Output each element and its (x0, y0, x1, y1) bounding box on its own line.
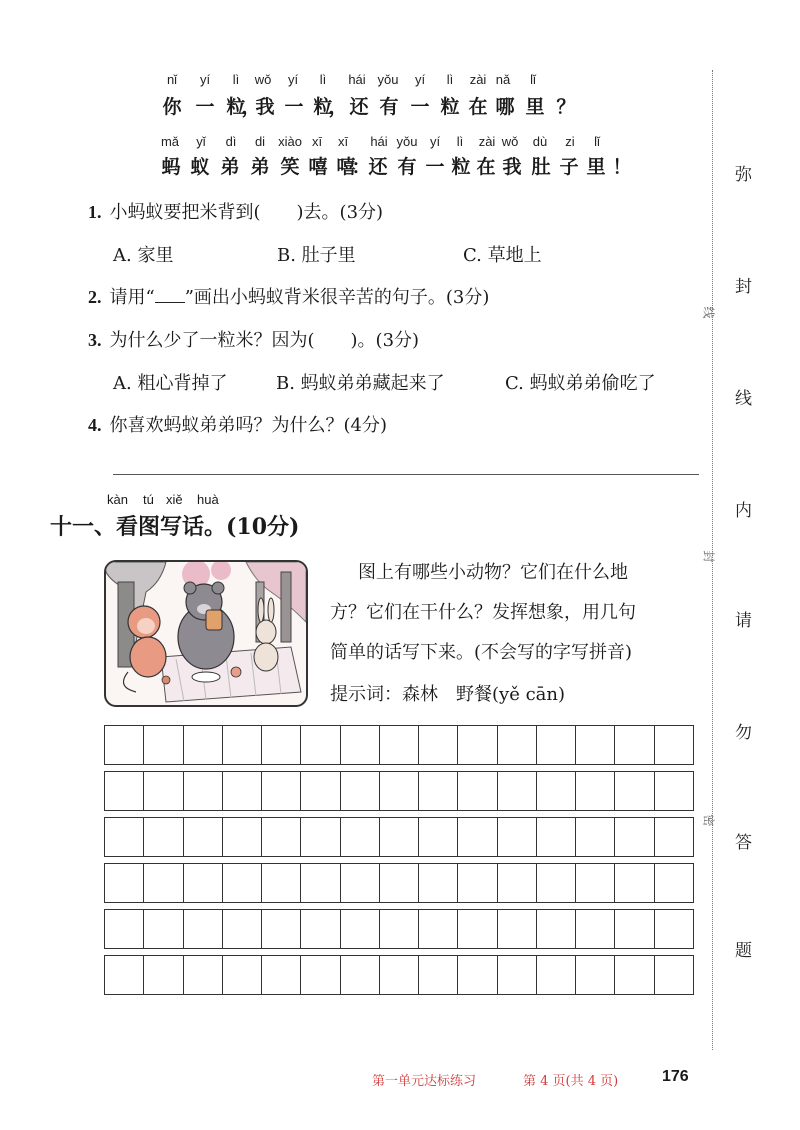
writing-cell[interactable] (105, 726, 144, 764)
poem-pinyin: lì (232, 72, 240, 87)
poem-pinyin: lì (456, 134, 464, 149)
seal-line-char: 内 (735, 501, 752, 521)
writing-cell[interactable] (576, 772, 615, 810)
writing-cell[interactable] (184, 772, 223, 810)
question-number: 4. (88, 415, 102, 435)
writing-cell[interactable] (341, 772, 380, 810)
poem-pinyin: xī (311, 134, 323, 149)
writing-cell[interactable] (419, 910, 458, 948)
writing-cell[interactable] (537, 726, 576, 764)
writing-cell[interactable] (262, 956, 301, 994)
seal-line-char: 勿 (735, 723, 752, 743)
poem-pinyin: lì (446, 72, 454, 87)
writing-cell[interactable] (576, 956, 615, 994)
poem-pinyin: wǒ (501, 134, 519, 149)
writing-cell[interactable] (301, 726, 340, 764)
writing-cell[interactable] (498, 910, 537, 948)
poem-char: 肚 (531, 156, 551, 178)
writing-cell[interactable] (223, 772, 262, 810)
q1-option-b: B. 肚子里 (277, 245, 356, 266)
writing-cell[interactable] (419, 864, 458, 902)
seal-line-char: 封 (735, 277, 752, 297)
poem-char: 我 (502, 156, 522, 178)
seal-line-small-char: 密 (701, 814, 716, 827)
poem-pinyin: lǐ (530, 72, 536, 87)
poem-pinyin: di (254, 134, 266, 149)
writing-cell[interactable] (615, 956, 654, 994)
writing-cell[interactable] (184, 864, 223, 902)
writing-cell[interactable] (655, 864, 693, 902)
section-title-pinyin-syllable: tú (143, 492, 154, 507)
writing-cell[interactable] (341, 956, 380, 994)
writing-cell[interactable] (105, 956, 144, 994)
writing-cell[interactable] (262, 818, 301, 856)
footer-unit: 第一单元达标练习 (372, 1074, 477, 1089)
section-title: 十一、看图写话。(10分) (50, 514, 300, 540)
writing-cell[interactable] (419, 772, 458, 810)
writing-cell[interactable] (537, 864, 576, 902)
writing-cell[interactable] (498, 818, 537, 856)
writing-cell[interactable] (458, 726, 497, 764)
section-divider (113, 474, 699, 475)
writing-cell[interactable] (576, 818, 615, 856)
poem-pinyin: yí (287, 72, 299, 87)
poem-char: 粒 (226, 96, 246, 118)
writing-cell[interactable] (458, 864, 497, 902)
writing-cell[interactable] (144, 864, 183, 902)
poem-char: 嘻 (336, 156, 356, 178)
poem-pinyin: dì (225, 134, 237, 149)
poem-char: 一 (195, 96, 215, 118)
seal-line-char: 线 (735, 389, 752, 409)
poem-char: 子 (559, 156, 579, 178)
q1-option-a: A. 家里 (113, 245, 174, 266)
writing-cell[interactable] (655, 818, 693, 856)
writing-cell[interactable] (184, 818, 223, 856)
question-2 (88, 283, 489, 309)
question-text: 小蚂蚁要把米背到( )去。(3分) (109, 202, 384, 223)
writing-cell[interactable] (537, 772, 576, 810)
writing-cell[interactable] (184, 726, 223, 764)
writing-cell[interactable] (380, 864, 419, 902)
poem-char: 蚂 (161, 156, 181, 178)
poem-pinyin: nǎ (495, 72, 511, 87)
writing-cell[interactable] (655, 772, 693, 810)
poem-char: 你 (162, 96, 182, 118)
writing-cell[interactable] (498, 956, 537, 994)
poem-pinyin: yǐ (196, 134, 206, 149)
writing-cell[interactable] (380, 956, 419, 994)
writing-cell[interactable] (184, 910, 223, 948)
q1-option-c: C. 草地上 (463, 245, 542, 266)
poem-char: 还 (368, 156, 388, 178)
writing-cell[interactable] (615, 818, 654, 856)
question-3 (88, 326, 419, 352)
poem-pinyin: zài (469, 72, 487, 87)
poem-char: 弟 (220, 156, 240, 178)
writing-cell[interactable] (105, 864, 144, 902)
poem-pinyin: zài (478, 134, 496, 149)
seal-line-char: 请 (735, 611, 752, 631)
question-1 (88, 198, 383, 224)
writing-cell[interactable] (301, 818, 340, 856)
poem-pinyin: lǐ (594, 134, 600, 149)
poem-pinyin: yǒu (396, 134, 418, 149)
section-title-pinyin-syllable: huà (197, 492, 219, 507)
writing-cell[interactable] (301, 772, 340, 810)
poem-char: 哪 (495, 96, 515, 118)
writing-cell[interactable] (615, 864, 654, 902)
writing-cell[interactable] (380, 910, 419, 948)
writing-cell[interactable] (105, 910, 144, 948)
footer-page-info: 第 4 页(共 4 页) (523, 1074, 619, 1089)
writing-cell[interactable] (537, 956, 576, 994)
poem-pinyin: dù (532, 134, 548, 149)
prompt-line-3: 简单的话写下来。(不会写的字写拼音) (330, 642, 633, 663)
prompt-line-1: 图上有哪些小动物？它们在什么地 (358, 562, 628, 583)
seal-line-char: 弥 (735, 165, 752, 185)
poem-char: ？ (556, 96, 576, 118)
writing-cell[interactable] (223, 956, 262, 994)
writing-grid-row (104, 955, 694, 995)
writing-cell[interactable] (262, 864, 301, 902)
writing-cell[interactable] (341, 726, 380, 764)
writing-cell[interactable] (537, 910, 576, 948)
poem-char: 弟 (250, 156, 270, 178)
question-number: 1. (88, 202, 102, 222)
seal-line-small-char: 封 (701, 550, 716, 563)
poem-char: 我 (255, 96, 275, 118)
seal-line-small-char: 线 (701, 306, 716, 319)
writing-cell[interactable] (655, 910, 693, 948)
writing-grid-row (104, 863, 694, 903)
writing-cell[interactable] (301, 864, 340, 902)
writing-cell[interactable] (341, 910, 380, 948)
writing-cell[interactable] (341, 818, 380, 856)
writing-cell[interactable] (105, 818, 144, 856)
question-text-post: ”画出小蚂蚁背米很辛苦的句子。(3分) (184, 287, 490, 308)
poem-char: ， (241, 96, 261, 118)
poem-char: 一 (410, 96, 430, 118)
writing-cell[interactable] (262, 726, 301, 764)
writing-cell[interactable] (576, 726, 615, 764)
poem-pinyin: hái (348, 72, 366, 87)
poem-pinyin: yí (199, 72, 211, 87)
poem-char: 笑 (280, 156, 300, 178)
poem-pinyin: zi (565, 134, 575, 149)
seal-line-char: 答 (735, 833, 752, 853)
writing-cell[interactable] (458, 956, 497, 994)
writing-grid[interactable] (104, 725, 694, 995)
poem-char: 里 (586, 156, 606, 178)
poem-char: 还 (349, 96, 369, 118)
writing-cell[interactable] (105, 772, 144, 810)
writing-cell[interactable] (144, 818, 183, 856)
writing-cell[interactable] (223, 726, 262, 764)
writing-cell[interactable] (380, 726, 419, 764)
poem-char: 一 (284, 96, 304, 118)
writing-cell[interactable] (144, 726, 183, 764)
writing-cell[interactable] (144, 956, 183, 994)
writing-cell[interactable] (419, 818, 458, 856)
poem-pinyin: xī (337, 134, 349, 149)
writing-cell[interactable] (144, 910, 183, 948)
writing-grid-row (104, 725, 694, 765)
poem-pinyin: yǒu (377, 72, 399, 87)
writing-grid-row (104, 817, 694, 857)
poem-char: 有 (397, 156, 417, 178)
poem-pinyin: xiào (278, 134, 302, 149)
writing-grid-row (104, 909, 694, 949)
poem-pinyin: wǒ (254, 72, 272, 87)
writing-cell[interactable] (223, 864, 262, 902)
writing-cell[interactable] (380, 772, 419, 810)
poem-char: 里 (525, 96, 545, 118)
writing-cell[interactable] (262, 910, 301, 948)
poem-char: ： (351, 156, 371, 178)
writing-cell[interactable] (576, 864, 615, 902)
poem-char: 有 (379, 96, 399, 118)
question-4 (88, 411, 387, 437)
poem-char: 在 (468, 96, 488, 118)
writing-cell[interactable] (341, 864, 380, 902)
poem-pinyin: hái (370, 134, 388, 149)
q3-option-c: C. 蚂蚁弟弟偷吃了 (505, 373, 656, 394)
underline-sample (155, 288, 185, 303)
poem-pinyin: yí (429, 134, 441, 149)
writing-cell[interactable] (301, 910, 340, 948)
poem-char: 粒 (440, 96, 460, 118)
prompt-hint-words: 提示词：森林 野餐(yě cān) (330, 684, 565, 705)
poem-char: ， (328, 96, 348, 118)
q3-option-a: A. 粗心背掉了 (113, 373, 228, 394)
writing-cell[interactable] (537, 818, 576, 856)
prompt-line-2: 方？它们在干什么？发挥想象，用几句 (330, 602, 636, 623)
poem-pinyin: lì (319, 72, 327, 87)
writing-cell[interactable] (576, 910, 615, 948)
page-number: 176 (662, 1068, 689, 1085)
question-text: 你喜欢蚂蚁弟弟吗？为什么？(4分) (109, 415, 387, 436)
question-text-pre: 请用“ (109, 287, 155, 308)
writing-cell[interactable] (223, 910, 262, 948)
poem-char: 嘻 (308, 156, 328, 178)
writing-cell[interactable] (458, 772, 497, 810)
poem-pinyin: yí (414, 72, 426, 87)
question-text: 为什么少了一粒米？因为( )。(3分) (109, 330, 420, 351)
writing-cell[interactable] (184, 956, 223, 994)
section-title-pinyin-syllable: kàn (107, 492, 128, 507)
picnic-illustration (104, 560, 308, 707)
writing-cell[interactable] (655, 956, 693, 994)
writing-cell[interactable] (498, 864, 537, 902)
writing-cell[interactable] (380, 818, 419, 856)
writing-grid-row (104, 771, 694, 811)
writing-cell[interactable] (301, 956, 340, 994)
q3-option-b: B. 蚂蚁弟弟藏起来了 (276, 373, 445, 394)
poem-char: 粒 (451, 156, 471, 178)
poem-pinyin: nǐ (166, 72, 178, 87)
question-number: 2. (88, 287, 102, 307)
picnic-illustration-svg (106, 562, 306, 705)
poem-pinyin: mǎ (160, 134, 180, 149)
writing-cell[interactable] (655, 726, 693, 764)
poem-char: 粒 (313, 96, 333, 118)
writing-cell[interactable] (262, 772, 301, 810)
writing-cell[interactable] (419, 726, 458, 764)
question-number: 3. (88, 330, 102, 350)
writing-cell[interactable] (223, 818, 262, 856)
writing-cell[interactable] (615, 772, 654, 810)
poem-char: 在 (476, 156, 496, 178)
writing-cell[interactable] (458, 818, 497, 856)
section-title-pinyin-syllable: xiě (166, 492, 183, 507)
poem-char: 一 (425, 156, 445, 178)
poem-char: 蚁 (190, 156, 210, 178)
writing-cell[interactable] (615, 726, 654, 764)
writing-cell[interactable] (458, 910, 497, 948)
writing-cell[interactable] (419, 956, 458, 994)
writing-cell[interactable] (498, 772, 537, 810)
writing-cell[interactable] (498, 726, 537, 764)
writing-cell[interactable] (615, 910, 654, 948)
writing-cell[interactable] (144, 772, 183, 810)
poem-char: ！ (612, 156, 632, 178)
seal-line-char: 题 (735, 941, 752, 961)
